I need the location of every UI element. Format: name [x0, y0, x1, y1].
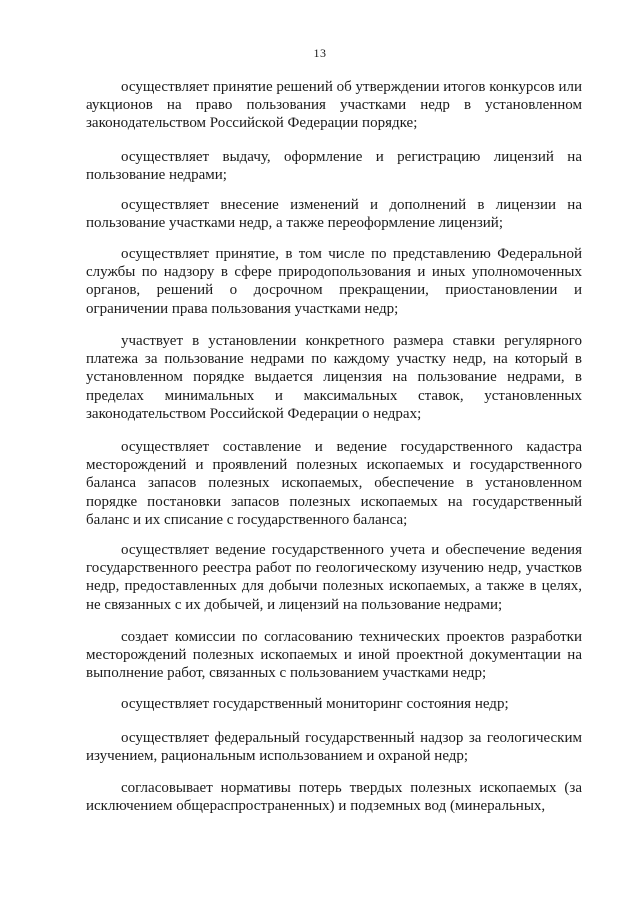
paragraph-state-registry: осуществляет ведение государственного учета и обеспечение ведения государственного реестра работ по геологическому изучению недр, участков недр, предоставленных для добычи полезных ископаемых, а также в целях, не связанных с их добычей, и лицензий на пользование недрами;: [86, 542, 582, 613]
paragraph-license-issuance: осуществляет выдачу, оформление и регистрацию лицензий на пользование недрами;: [86, 149, 582, 184]
page-number: 13: [313, 46, 327, 60]
paragraph-license-amendments: осуществляет внесение изменений и дополнений в лицензии на пользование участками недр, а также переоформление лицензий;: [86, 197, 582, 232]
paragraph-federal-supervision: осуществляет федеральный государственный надзор за геологическим изучением, рациональным использованием и охраной недр;: [86, 730, 582, 765]
paragraph-monitoring: осуществляет государственный мониторинг состояния недр;: [121, 696, 509, 712]
paragraph-auction-results: осуществляет принятие решений об утверждении итогов конкурсов или аукционов на право пользования участками недр в установленном законодательством Российской Федерации порядке;: [86, 79, 582, 132]
paragraph-payment-rates: участвует в установлении конкретного размера ставки регулярного платежа за пользование недрами по каждому участку недр, на который в установленном порядке выдается лицензия на пользование недрами, в пределах минимальных и максимальных ставок, установленных законодательством Российской Федерации о недрах;: [86, 333, 582, 422]
paragraph-loss-standards: согласовывает нормативы потерь твердых полезных ископаемых (за исключением общераспространенных) и подземных вод (минеральных,: [86, 780, 582, 815]
paragraph-state-cadastre: осуществляет составление и ведение государственного кадастра месторождений и проявлений полезных ископаемых и государственного баланса запасов полезных ископаемых, обеспечение в установленном порядке постановки запасов полезных ископаемых на государственный баланс и их списание с государственного баланса;: [86, 439, 582, 528]
paragraph-commissions: создает комиссии по согласованию технических проектов разработки месторождений полезных ископаемых и иной проектной документации на выполнение работ, связанных с пользованием участками недр;: [86, 629, 582, 682]
paragraph-license-termination: осуществляет принятие, в том числе по представлению Федеральной службы по надзору в сфере природопользования и иных уполномоченных органов, решений о досрочном прекращении, приостановлении и ограничении права пользования участками недр;: [86, 246, 582, 317]
